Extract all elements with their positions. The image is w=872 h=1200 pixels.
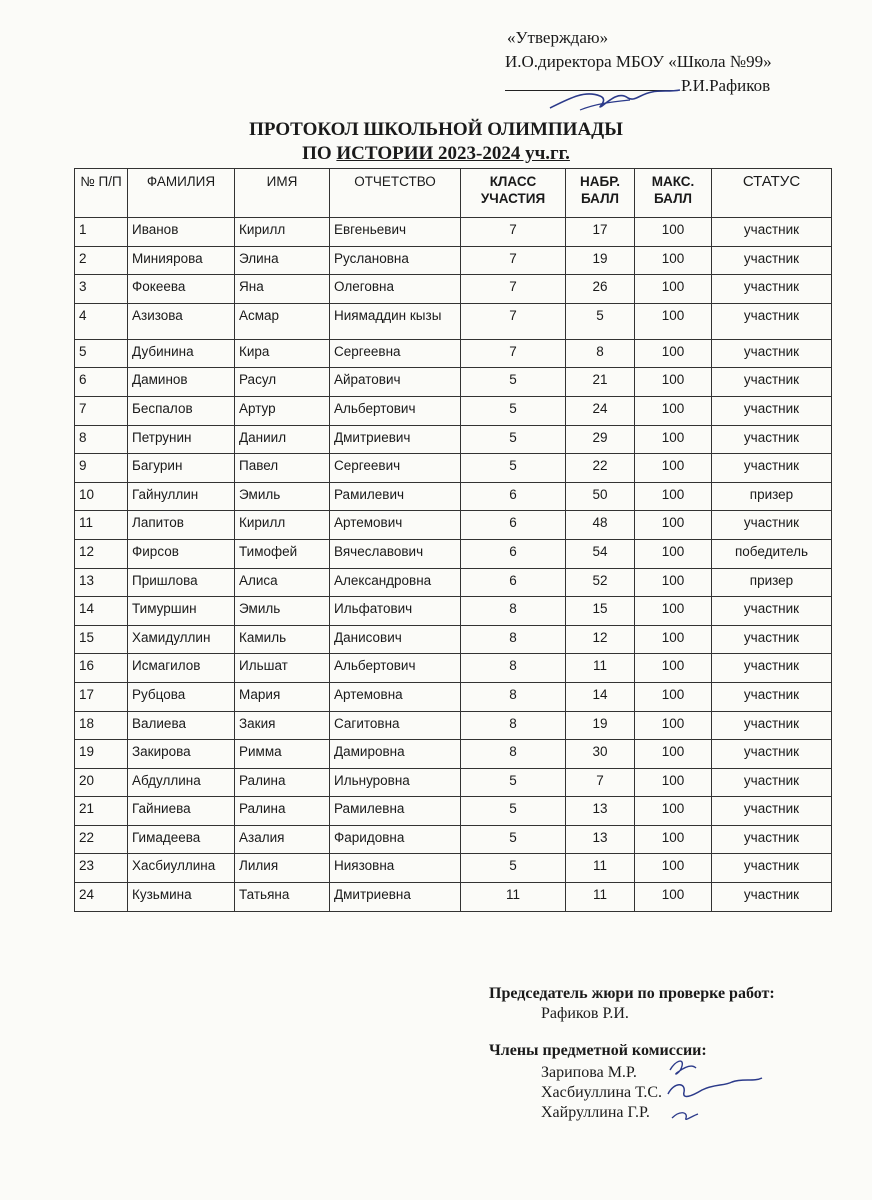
cell-num: 3 [75, 275, 128, 304]
cell-score: 7 [566, 768, 635, 797]
cell-name: Римма [235, 740, 330, 769]
header-class: КЛАСС УЧАСТИЯ [461, 169, 566, 218]
cell-status: призер [712, 482, 832, 511]
cell-status: участник [712, 597, 832, 626]
cell-max: 100 [635, 454, 712, 483]
cell-max: 100 [635, 396, 712, 425]
cell-score: 48 [566, 511, 635, 540]
header-surname: ФАМИЛИЯ [128, 169, 235, 218]
cell-patronymic: Ильнуровна [330, 768, 461, 797]
cell-max: 100 [635, 768, 712, 797]
cell-class: 6 [461, 568, 566, 597]
cell-max: 100 [635, 425, 712, 454]
cell-surname: Иванов [128, 218, 235, 247]
cell-num: 2 [75, 246, 128, 275]
cell-patronymic: Ниямаддин кызы [330, 303, 461, 339]
cell-num: 17 [75, 682, 128, 711]
cell-num: 15 [75, 625, 128, 654]
cell-score: 15 [566, 597, 635, 626]
title-line2 [0, 142, 872, 166]
cell-score: 24 [566, 396, 635, 425]
cell-num: 24 [75, 883, 128, 912]
cell-num: 4 [75, 303, 128, 339]
cell-class: 8 [461, 597, 566, 626]
cell-score: 11 [566, 654, 635, 683]
cell-name: Закия [235, 711, 330, 740]
cell-name: Артур [235, 396, 330, 425]
cell-max: 100 [635, 303, 712, 339]
cell-class: 6 [461, 482, 566, 511]
table-row [75, 625, 832, 654]
cell-class: 7 [461, 303, 566, 339]
title-subject: ИСТОРИИ 2023-2024 уч.гг. [336, 143, 570, 164]
cell-num: 12 [75, 539, 128, 568]
cell-patronymic: Сагитовна [330, 711, 461, 740]
cell-num: 1 [75, 218, 128, 247]
cell-class: 7 [461, 218, 566, 247]
cell-status: участник [712, 797, 832, 826]
table-row [75, 482, 832, 511]
cell-max: 100 [635, 654, 712, 683]
cell-patronymic: Артемовна [330, 682, 461, 711]
cell-class: 8 [461, 711, 566, 740]
cell-score: 19 [566, 711, 635, 740]
cell-num: 19 [75, 740, 128, 769]
cell-max: 100 [635, 797, 712, 826]
cell-surname: Закирова [128, 740, 235, 769]
cell-status: участник [712, 425, 832, 454]
cell-surname: Тимуршин [128, 597, 235, 626]
cell-patronymic: Евгеньевич [330, 218, 461, 247]
cell-status: участник [712, 368, 832, 397]
cell-status: участник [712, 246, 832, 275]
cell-surname: Абдуллина [128, 768, 235, 797]
cell-num: 22 [75, 825, 128, 854]
cell-num: 14 [75, 597, 128, 626]
cell-num: 6 [75, 368, 128, 397]
chair-title: Председатель жюри по проверке работ: [489, 985, 775, 1002]
cell-status: участник [712, 396, 832, 425]
cell-class: 7 [461, 246, 566, 275]
table-row [75, 511, 832, 540]
cell-patronymic: Дмитриевич [330, 425, 461, 454]
table-row [75, 218, 832, 247]
cell-patronymic: Артемович [330, 511, 461, 540]
cell-max: 100 [635, 625, 712, 654]
cell-max: 100 [635, 740, 712, 769]
cell-name: Яна [235, 275, 330, 304]
cell-status: участник [712, 303, 832, 339]
table-row [75, 711, 832, 740]
cell-max: 100 [635, 218, 712, 247]
table-row [75, 654, 832, 683]
results-table-body [75, 218, 832, 912]
cell-num: 18 [75, 711, 128, 740]
cell-surname: Фокеева [128, 275, 235, 304]
cell-patronymic: Данисович [330, 625, 461, 654]
cell-name: Ралина [235, 768, 330, 797]
cell-status: участник [712, 454, 832, 483]
cell-score: 13 [566, 797, 635, 826]
table-row [75, 368, 832, 397]
cell-patronymic: Вячеславович [330, 539, 461, 568]
cell-name: Алиса [235, 568, 330, 597]
cell-class: 5 [461, 454, 566, 483]
cell-status: участник [712, 768, 832, 797]
table-row [75, 740, 832, 769]
results-table-header [75, 169, 832, 218]
cell-class: 5 [461, 797, 566, 826]
cell-name: Татьяна [235, 883, 330, 912]
cell-surname: Даминов [128, 368, 235, 397]
member-2: Хасбиуллина Т.С. [541, 1084, 662, 1101]
cell-name: Ильшат [235, 654, 330, 683]
cell-score: 29 [566, 425, 635, 454]
cell-patronymic: Сергеевич [330, 454, 461, 483]
cell-score: 11 [566, 883, 635, 912]
title-line1: ПРОТОКОЛ ШКОЛЬНОЙ ОЛИМПИАДЫ [249, 119, 623, 140]
cell-max: 100 [635, 339, 712, 368]
cell-name: Кирилл [235, 511, 330, 540]
cell-surname: Петрунин [128, 425, 235, 454]
cell-surname: Дубинина [128, 339, 235, 368]
cell-surname: Пришлова [128, 568, 235, 597]
header-patronymic: ОТЧЕТСТВО [330, 169, 461, 218]
cell-class: 8 [461, 682, 566, 711]
cell-class: 5 [461, 396, 566, 425]
cell-patronymic: Олеговна [330, 275, 461, 304]
cell-class: 8 [461, 740, 566, 769]
cell-class: 5 [461, 825, 566, 854]
table-row [75, 396, 832, 425]
cell-max: 100 [635, 825, 712, 854]
cell-max: 100 [635, 511, 712, 540]
header-name: ИМЯ [235, 169, 330, 218]
cell-patronymic: Айратович [330, 368, 461, 397]
cell-num: 11 [75, 511, 128, 540]
cell-class: 11 [461, 883, 566, 912]
table-row [75, 539, 832, 568]
cell-patronymic: Сергеевна [330, 339, 461, 368]
cell-score: 26 [566, 275, 635, 304]
cell-score: 50 [566, 482, 635, 511]
cell-status: победитель [712, 539, 832, 568]
cell-max: 100 [635, 275, 712, 304]
cell-max: 100 [635, 597, 712, 626]
cell-max: 100 [635, 482, 712, 511]
cell-name: Тимофей [235, 539, 330, 568]
cell-surname: Багурин [128, 454, 235, 483]
cell-name: Мария [235, 682, 330, 711]
cell-score: 11 [566, 854, 635, 883]
cell-surname: Лапитов [128, 511, 235, 540]
cell-num: 5 [75, 339, 128, 368]
title-line2-prefix: ПО [302, 143, 337, 164]
cell-surname: Хамидуллин [128, 625, 235, 654]
cell-status: участник [712, 682, 832, 711]
header-num: № П/П [75, 169, 128, 218]
cell-surname: Беспалов [128, 396, 235, 425]
cell-name: Расул [235, 368, 330, 397]
cell-status: участник [712, 854, 832, 883]
cell-surname: Гайнуллин [128, 482, 235, 511]
cell-name: Асмар [235, 303, 330, 339]
approval-signer: Р.И.Рафиков [681, 76, 771, 95]
approval-position: И.О.директора МБОУ «Школа №99» [505, 52, 772, 71]
cell-score: 52 [566, 568, 635, 597]
cell-patronymic: Дмитриевна [330, 883, 461, 912]
cell-class: 8 [461, 625, 566, 654]
cell-class: 5 [461, 854, 566, 883]
cell-class: 5 [461, 368, 566, 397]
table-row [75, 454, 832, 483]
cell-patronymic: Рамилевна [330, 797, 461, 826]
cell-score: 21 [566, 368, 635, 397]
cell-num: 21 [75, 797, 128, 826]
cell-num: 7 [75, 396, 128, 425]
cell-score: 17 [566, 218, 635, 247]
cell-max: 100 [635, 368, 712, 397]
table-row [75, 797, 832, 826]
table-row [75, 568, 832, 597]
cell-surname: Азизова [128, 303, 235, 339]
cell-patronymic: Ниязовна [330, 854, 461, 883]
cell-score: 8 [566, 339, 635, 368]
cell-name: Эмиль [235, 482, 330, 511]
cell-class: 6 [461, 511, 566, 540]
cell-name: Азалия [235, 825, 330, 854]
member-3: Хайруллина Г.Р. [541, 1104, 650, 1121]
cell-num: 8 [75, 425, 128, 454]
header-max: МАКС. БАЛЛ [635, 169, 712, 218]
director-signature-icon [540, 80, 690, 120]
cell-name: Ралина [235, 797, 330, 826]
cell-class: 5 [461, 425, 566, 454]
cell-surname: Валиева [128, 711, 235, 740]
cell-class: 5 [461, 768, 566, 797]
cell-max: 100 [635, 539, 712, 568]
cell-name: Кирилл [235, 218, 330, 247]
table-row [75, 275, 832, 304]
cell-score: 30 [566, 740, 635, 769]
cell-name: Эмиль [235, 597, 330, 626]
members-signatures-icon [662, 1052, 772, 1132]
cell-max: 100 [635, 711, 712, 740]
table-row [75, 425, 832, 454]
cell-patronymic: Ильфатович [330, 597, 461, 626]
cell-name: Лилия [235, 854, 330, 883]
cell-score: 14 [566, 682, 635, 711]
cell-name: Даниил [235, 425, 330, 454]
cell-status: участник [712, 275, 832, 304]
cell-patronymic: Альбертович [330, 654, 461, 683]
table-row [75, 303, 832, 339]
cell-max: 100 [635, 854, 712, 883]
cell-num: 10 [75, 482, 128, 511]
cell-class: 6 [461, 539, 566, 568]
cell-max: 100 [635, 682, 712, 711]
cell-surname: Кузьмина [128, 883, 235, 912]
cell-patronymic: Руслановна [330, 246, 461, 275]
cell-name: Элина [235, 246, 330, 275]
cell-surname: Фирсов [128, 539, 235, 568]
cell-patronymic: Альбертович [330, 396, 461, 425]
table-row [75, 339, 832, 368]
cell-num: 23 [75, 854, 128, 883]
cell-max: 100 [635, 246, 712, 275]
cell-status: участник [712, 711, 832, 740]
header-status: СТАТУС [712, 169, 832, 218]
cell-status: участник [712, 625, 832, 654]
cell-score: 13 [566, 825, 635, 854]
cell-surname: Миниярова [128, 246, 235, 275]
cell-surname: Гайниева [128, 797, 235, 826]
table-row [75, 246, 832, 275]
cell-num: 13 [75, 568, 128, 597]
table-row [75, 682, 832, 711]
cell-status: участник [712, 883, 832, 912]
cell-status: участник [712, 654, 832, 683]
cell-status: участник [712, 825, 832, 854]
cell-patronymic: Александровна [330, 568, 461, 597]
cell-status: участник [712, 218, 832, 247]
cell-patronymic: Дамировна [330, 740, 461, 769]
approval-line1: «Утверждаю» [507, 28, 609, 47]
cell-score: 22 [566, 454, 635, 483]
cell-class: 7 [461, 339, 566, 368]
cell-status: участник [712, 511, 832, 540]
cell-surname: Исмагилов [128, 654, 235, 683]
cell-num: 20 [75, 768, 128, 797]
cell-name: Павел [235, 454, 330, 483]
cell-surname: Рубцова [128, 682, 235, 711]
cell-score: 54 [566, 539, 635, 568]
cell-patronymic: Рамилевич [330, 482, 461, 511]
cell-max: 100 [635, 883, 712, 912]
header-score: НАБР. БАЛЛ [566, 169, 635, 218]
results-table [74, 168, 832, 912]
table-row [75, 825, 832, 854]
cell-surname: Гимадеева [128, 825, 235, 854]
cell-max: 100 [635, 568, 712, 597]
cell-num: 16 [75, 654, 128, 683]
cell-score: 12 [566, 625, 635, 654]
document-title [0, 118, 872, 166]
cell-status: призер [712, 568, 832, 597]
cell-status: участник [712, 339, 832, 368]
table-row [75, 854, 832, 883]
cell-name: Кира [235, 339, 330, 368]
cell-name: Камиль [235, 625, 330, 654]
cell-class: 7 [461, 275, 566, 304]
cell-status: участник [712, 740, 832, 769]
chair-name: Рафиков Р.И. [541, 1005, 629, 1022]
cell-patronymic: Фаридовна [330, 825, 461, 854]
members-title: Члены предметной комиссии: [489, 1042, 707, 1059]
table-row [75, 597, 832, 626]
cell-class: 8 [461, 654, 566, 683]
cell-score: 5 [566, 303, 635, 339]
table-row [75, 768, 832, 797]
table-row [75, 883, 832, 912]
cell-score: 19 [566, 246, 635, 275]
cell-num: 9 [75, 454, 128, 483]
cell-surname: Хасбиуллина [128, 854, 235, 883]
member-1: Зарипова М.Р. [541, 1064, 637, 1081]
